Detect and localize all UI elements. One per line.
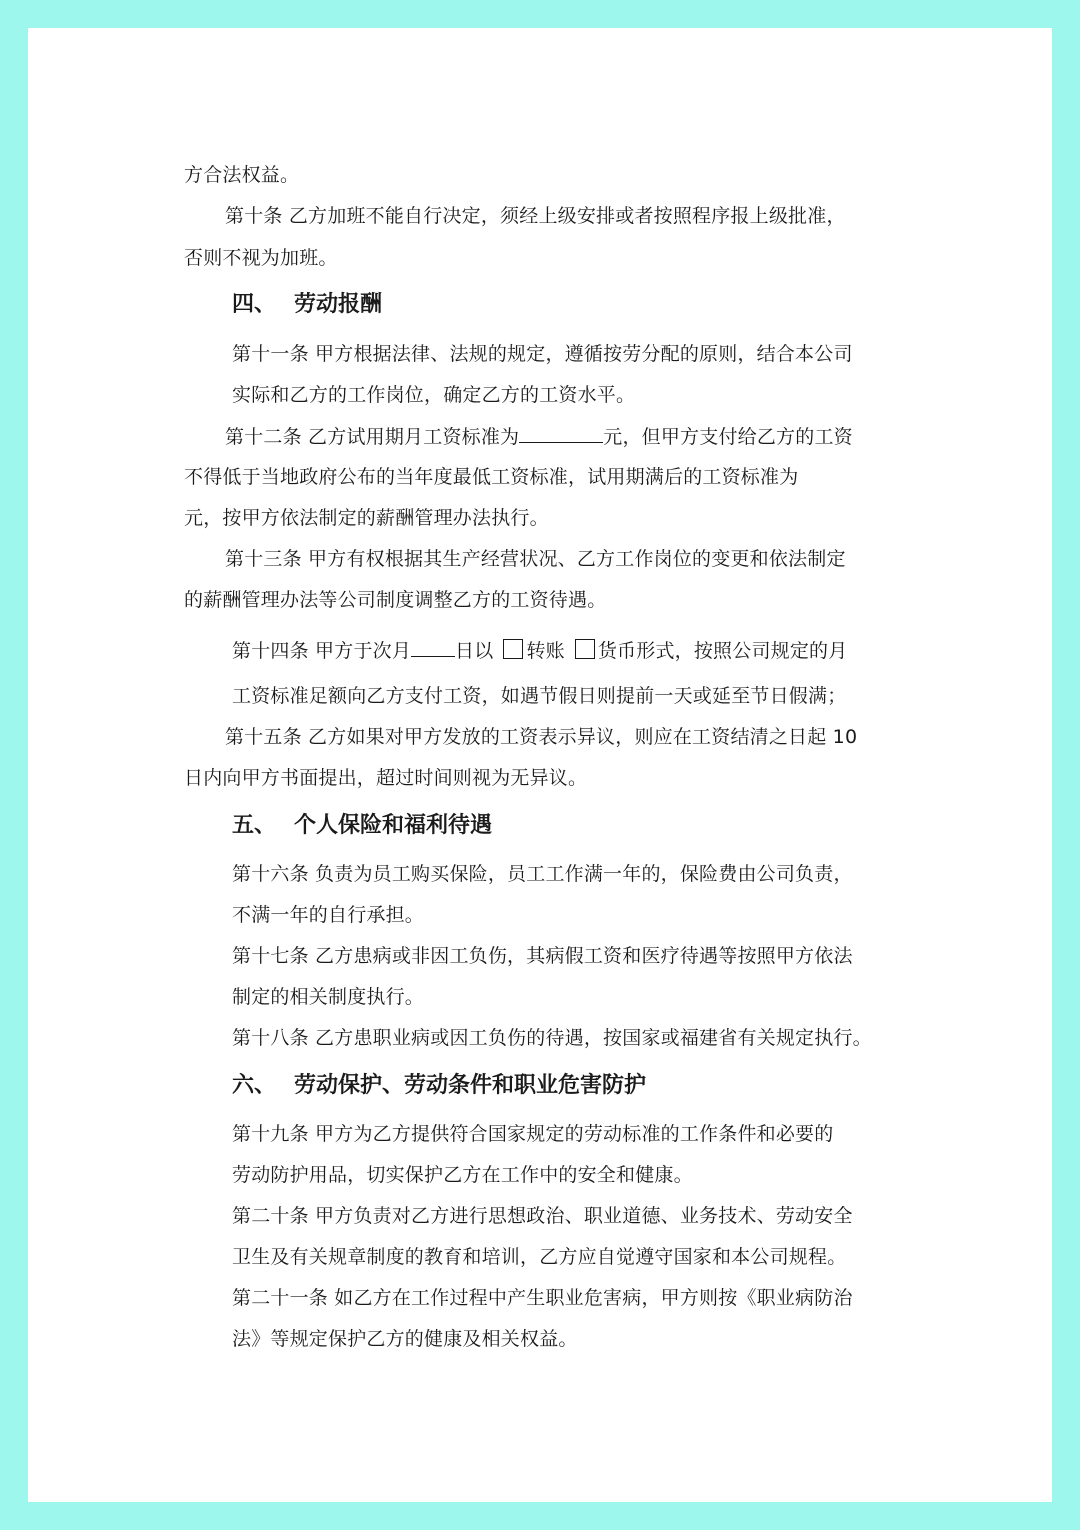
text-line: 卫生及有关规章制度的教育和培训，乙方应自觉遵守国家和本公司规程。 xyxy=(232,1246,847,1268)
section-number: 五、 xyxy=(232,813,277,838)
document-page xyxy=(28,28,1052,1502)
section-heading-4 xyxy=(232,291,382,319)
text-line: 法》等规定保护乙方的健康及相关权益。 xyxy=(232,1328,578,1350)
clause-16: 第十六条 负责为员工购买保险，员工工作满一年的，保险费由公司负责， xyxy=(232,863,853,885)
text-line: 制定的相关制度执行。 xyxy=(232,986,425,1008)
transfer-checkbox[interactable] xyxy=(503,639,523,659)
text-line: 实际和乙方的工作岗位，确定乙方的工资水平。 xyxy=(232,384,636,406)
text-line: 方合法权益。 xyxy=(184,164,300,186)
cash-checkbox[interactable] xyxy=(575,639,595,659)
text-line: 不得低于当地政府公布的当年度最低工资标准，试用期满后的工资标准为 xyxy=(184,466,799,488)
text-line: 的薪酬管理办法等公司制度调整乙方的工资待遇。 xyxy=(184,589,607,611)
text-segment: 元，但甲方支付给乙方的工资 xyxy=(603,426,853,448)
clause-11: 第十一条 甲方根据法律、法规的规定，遵循按劳分配的原则，结合本公司 xyxy=(232,343,853,365)
text-line: 日内向甲方书面提出，超过时间则视为无异议。 xyxy=(184,767,588,789)
salary-blank xyxy=(519,424,603,443)
clause-18: 第十八条 乙方患职业病或因工负伤的待遇，按国家或福建省有关规定执行。 xyxy=(232,1027,872,1049)
text-line: 元，按甲方依法制定的薪酬管理办法执行。 xyxy=(184,507,549,529)
section-heading-6 xyxy=(232,1072,646,1100)
clause-10: 第十条 乙方加班不能自行决定，须经上级安排或者按照程序报上级批准， xyxy=(225,205,846,227)
section-title: 劳动保护、劳动条件和职业危害防护 xyxy=(294,1073,647,1098)
clause-21: 第二十一条 如乙方在工作过程中产生职业危害病，甲方则按《职业病防治 xyxy=(232,1287,853,1309)
section-title: 个人保险和福利待遇 xyxy=(294,813,493,838)
clause-20: 第二十条 甲方负责对乙方进行思想政治、职业道德、业务技术、劳动安全 xyxy=(232,1205,853,1227)
clause-17: 第十七条 乙方患病或非因工负伤，其病假工资和医疗待遇等按照甲方依法 xyxy=(232,945,853,967)
checkbox-label: 货币形式，按照公司规定的月 xyxy=(597,640,848,662)
section-title: 劳动报酬 xyxy=(294,292,383,317)
text-line: 工资标准足额向乙方支付工资，如遇节假日则提前一天或延至节日假满； xyxy=(232,685,847,707)
clause-14 xyxy=(232,638,847,663)
section-heading-5 xyxy=(232,812,492,840)
clause-12 xyxy=(225,424,853,449)
text-line: 劳动防护用品，切实保护乙方在工作中的安全和健康。 xyxy=(232,1164,693,1186)
text-segment: 第十四条 甲方于次月 xyxy=(232,640,412,662)
checkbox-label: 转账 xyxy=(526,640,565,662)
clause-13: 第十三条 甲方有权根据其生产经营状况、乙方工作岗位的变更和依法制定 xyxy=(225,548,846,570)
clause-19: 第十九条 甲方为乙方提供符合国家规定的劳动标准的工作条件和必要的 xyxy=(232,1123,834,1145)
clause-15: 第十五条 乙方如果对甲方发放的工资表示异议，则应在工资结清之日起 10 xyxy=(225,726,858,748)
section-number: 六、 xyxy=(232,1073,277,1098)
section-number: 四、 xyxy=(232,292,277,317)
text-segment: 日以 xyxy=(455,640,494,662)
payday-blank xyxy=(411,638,455,657)
text-line: 否则不视为加班。 xyxy=(184,247,338,269)
text-line: 不满一年的自行承担。 xyxy=(232,904,425,926)
text-segment: 第十二条 乙方试用期月工资标准为 xyxy=(225,426,520,448)
